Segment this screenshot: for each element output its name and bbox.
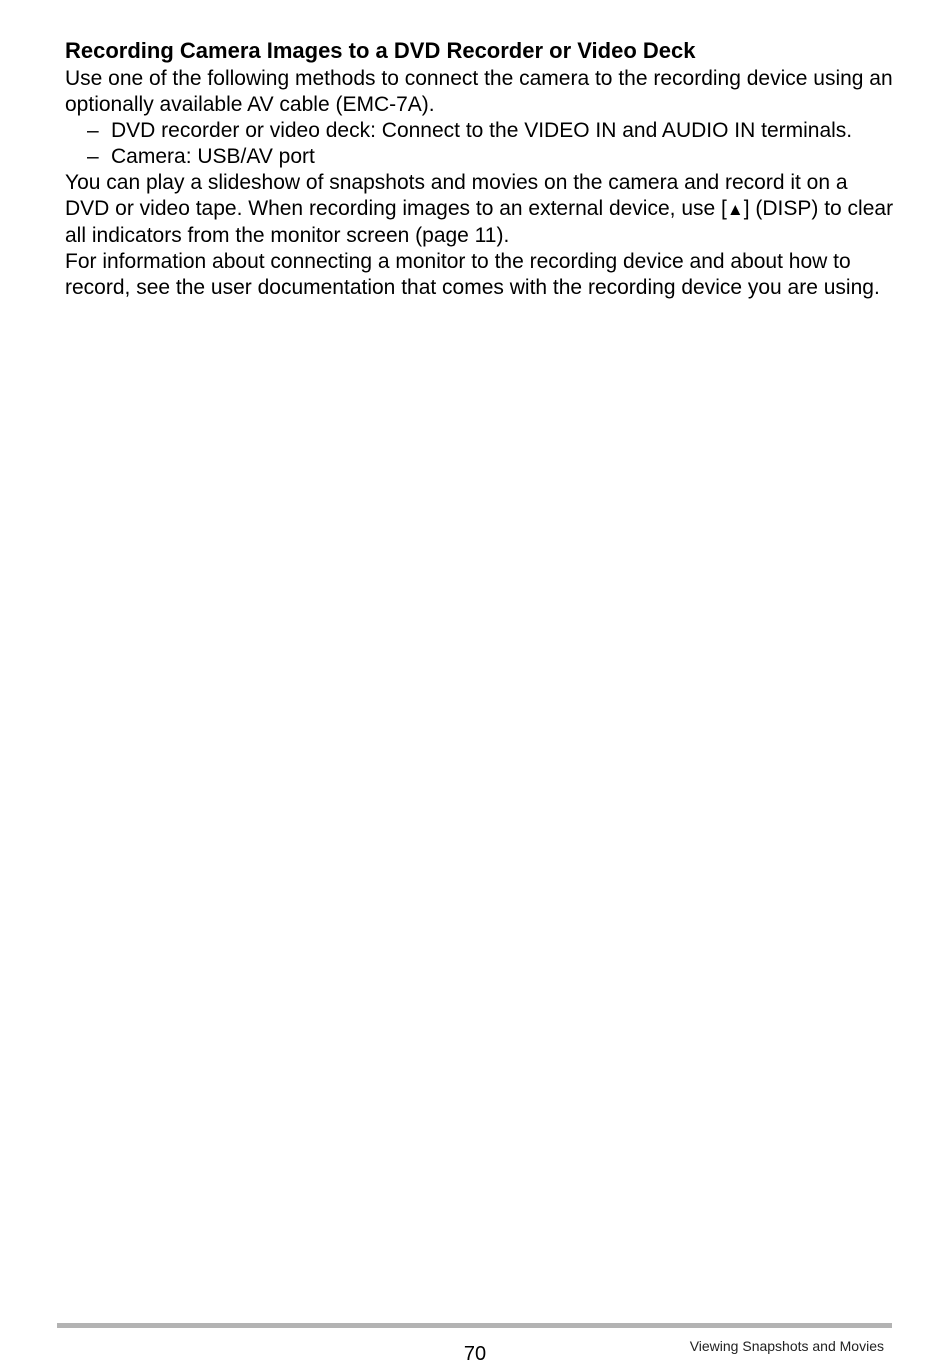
connection-list xyxy=(65,118,895,170)
list-item xyxy=(65,144,895,170)
footer-section-name: Viewing Snapshots and Movies xyxy=(689,1338,884,1354)
slideshow-text-start: You can play a slideshow of snapshots and movies on the camera and record it on a DVD or video tape. When recording images to an external device, use [ xyxy=(65,171,848,220)
list-item-text: DVD recorder or video deck: Connect to the VIDEO IN and AUDIO IN terminals. xyxy=(111,119,853,142)
page-number: 70 xyxy=(463,1343,487,1365)
slideshow-text-end: ] (DISP) to clear all indicators from the monitor screen (page 11). xyxy=(65,197,894,247)
slideshow-paragraph xyxy=(65,170,895,249)
footer-divider xyxy=(57,1323,892,1328)
dash-marker: – xyxy=(87,145,99,168)
dash-marker: – xyxy=(87,119,99,142)
section-heading: Recording Camera Images to a DVD Recorder or Video Deck xyxy=(65,38,696,63)
intro-paragraph: Use one of the following methods to connect the camera to the recording device using an optionally available AV cable (EMC-7A). xyxy=(65,67,893,116)
list-item xyxy=(65,118,895,144)
documentation-paragraph: For information about connecting a monitor to the recording device and about how to record, see the user documentation that comes with the recording device you are using. xyxy=(65,250,880,299)
up-triangle-icon: ▲ xyxy=(726,200,744,219)
list-item-text: Camera: USB/AV port xyxy=(111,145,315,168)
page-content xyxy=(65,36,895,301)
